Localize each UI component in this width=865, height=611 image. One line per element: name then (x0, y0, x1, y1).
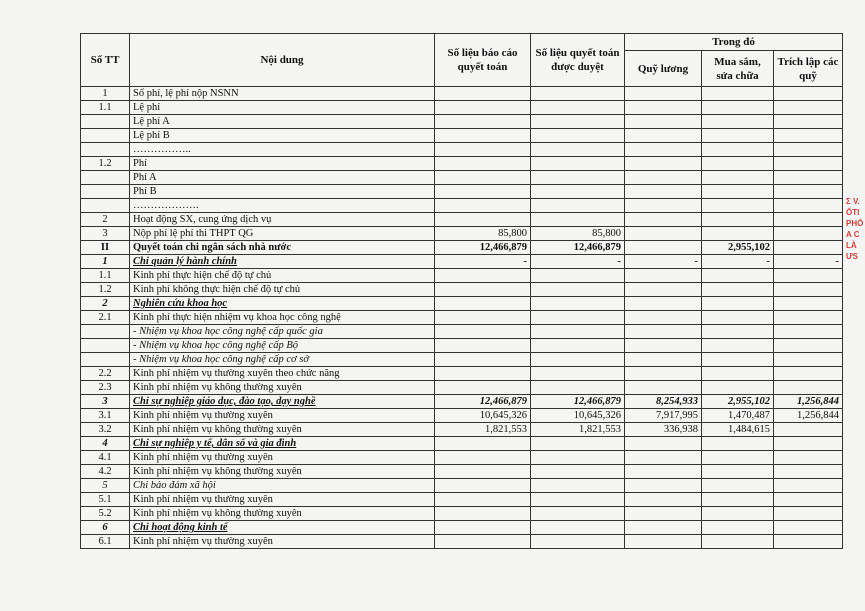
quy-luong-cell (625, 269, 702, 283)
mua-sam-cell (702, 143, 774, 157)
duoc-duyet-cell (531, 325, 625, 339)
table-row (81, 143, 843, 157)
duoc-duyet-cell (531, 283, 625, 297)
table-row (81, 521, 843, 535)
quy-luong-cell (625, 213, 702, 227)
red-stamp (846, 196, 865, 326)
trich-lap-cell (774, 521, 843, 535)
table-row (81, 199, 843, 213)
budget-settlement-table (80, 33, 843, 549)
quy-luong-cell (625, 507, 702, 521)
header-trich-lap: Trích lập các quỹ (774, 51, 843, 87)
trich-lap-cell (774, 199, 843, 213)
mua-sam-cell (702, 129, 774, 143)
row-content-cell: Kinh phí nhiệm vụ không thường xuyên (130, 381, 435, 395)
mua-sam-cell: 1,484,615 (702, 423, 774, 437)
trich-lap-cell (774, 115, 843, 129)
row-stt-cell (81, 115, 130, 129)
table-row (81, 395, 843, 409)
row-stt-cell: 1.1 (81, 101, 130, 115)
bao-cao-cell (435, 367, 531, 381)
quy-luong-cell (625, 353, 702, 367)
table-row (81, 213, 843, 227)
trich-lap-cell: 1,256,844 (774, 409, 843, 423)
quy-luong-cell (625, 339, 702, 353)
table-row (81, 157, 843, 171)
row-stt-cell: 1 (81, 255, 130, 269)
row-stt-cell: 1.2 (81, 157, 130, 171)
mua-sam-cell (702, 157, 774, 171)
table-row (81, 437, 843, 451)
mua-sam-cell (702, 269, 774, 283)
quy-luong-cell (625, 227, 702, 241)
quy-luong-cell (625, 437, 702, 451)
bao-cao-cell (435, 101, 531, 115)
table-row (81, 101, 843, 115)
trich-lap-cell (774, 241, 843, 255)
quy-luong-cell (625, 381, 702, 395)
bao-cao-cell: 85,800 (435, 227, 531, 241)
duoc-duyet-cell (531, 535, 625, 549)
trich-lap-cell (774, 185, 843, 199)
table-row (81, 297, 843, 311)
trich-lap-cell (774, 479, 843, 493)
duoc-duyet-cell (531, 437, 625, 451)
bao-cao-cell: - (435, 255, 531, 269)
row-content-cell: Kinh phí nhiệm vụ thường xuyên (130, 493, 435, 507)
table-row (81, 283, 843, 297)
table-row (81, 423, 843, 437)
mua-sam-cell: 2,955,102 (702, 241, 774, 255)
row-stt-cell: 3.1 (81, 409, 130, 423)
row-content-cell: Hoạt động SX, cung ứng dịch vụ (130, 213, 435, 227)
table-row (81, 255, 843, 269)
bao-cao-cell (435, 213, 531, 227)
table-row (81, 87, 843, 101)
row-stt-cell: 2 (81, 213, 130, 227)
quy-luong-cell (625, 535, 702, 549)
row-stt-cell (81, 143, 130, 157)
duoc-duyet-cell (531, 185, 625, 199)
row-stt-cell: 2 (81, 297, 130, 311)
trich-lap-cell (774, 143, 843, 157)
row-stt-cell: II (81, 241, 130, 255)
row-content-cell: Kinh phí nhiệm vụ thường xuyên (130, 451, 435, 465)
duoc-duyet-cell: 10,645,326 (531, 409, 625, 423)
bao-cao-cell (435, 437, 531, 451)
trich-lap-cell (774, 129, 843, 143)
table-row (81, 465, 843, 479)
row-content-cell: Chi quản lý hành chính (130, 255, 435, 269)
row-stt-cell (81, 129, 130, 143)
trich-lap-cell (774, 437, 843, 451)
quy-luong-cell (625, 241, 702, 255)
table-row (81, 451, 843, 465)
duoc-duyet-cell (531, 129, 625, 143)
bao-cao-cell: 10,645,326 (435, 409, 531, 423)
row-stt-cell (81, 339, 130, 353)
row-content-cell: Kinh phí nhiệm vụ thường xuyên (130, 409, 435, 423)
trich-lap-cell (774, 101, 843, 115)
row-stt-cell (81, 185, 130, 199)
quy-luong-cell (625, 115, 702, 129)
mua-sam-cell (702, 339, 774, 353)
quy-luong-cell (625, 87, 702, 101)
row-stt-cell: 1 (81, 87, 130, 101)
row-content-cell: Lệ phí (130, 101, 435, 115)
row-stt-cell: 4 (81, 437, 130, 451)
trich-lap-cell (774, 87, 843, 101)
quy-luong-cell (625, 129, 702, 143)
duoc-duyet-cell (531, 101, 625, 115)
mua-sam-cell (702, 213, 774, 227)
bao-cao-cell (435, 171, 531, 185)
mua-sam-cell (702, 171, 774, 185)
bao-cao-cell (435, 157, 531, 171)
mua-sam-cell (702, 479, 774, 493)
duoc-duyet-cell (531, 367, 625, 381)
stamp-line: LÀ (846, 241, 857, 250)
trich-lap-cell (774, 423, 843, 437)
table-row (81, 409, 843, 423)
row-stt-cell (81, 325, 130, 339)
row-stt-cell: 5.1 (81, 493, 130, 507)
row-stt-cell: 1.1 (81, 269, 130, 283)
mua-sam-cell (702, 325, 774, 339)
table-row (81, 129, 843, 143)
stamp-line: Σ V. (846, 197, 860, 206)
duoc-duyet-cell (531, 115, 625, 129)
quy-luong-cell (625, 493, 702, 507)
mua-sam-cell (702, 87, 774, 101)
row-content-cell: Phí B (130, 185, 435, 199)
duoc-duyet-cell (531, 143, 625, 157)
mua-sam-cell: 1,470,487 (702, 409, 774, 423)
row-content-cell: - Nhiệm vụ khoa học công nghệ cấp cơ sở (130, 353, 435, 367)
row-content-cell: Chi sự nghiệp y tế, dân số và gia đình (130, 437, 435, 451)
duoc-duyet-cell (531, 479, 625, 493)
table-row (81, 479, 843, 493)
trich-lap-cell (774, 283, 843, 297)
quy-luong-cell (625, 283, 702, 297)
quy-luong-cell: 8,254,933 (625, 395, 702, 409)
bao-cao-cell (435, 451, 531, 465)
header-noi-dung: Nội dung (130, 34, 435, 87)
stamp-line: ƯS (846, 252, 858, 261)
table-row (81, 381, 843, 395)
table-row (81, 241, 843, 255)
trich-lap-cell (774, 171, 843, 185)
row-stt-cell: 6 (81, 521, 130, 535)
row-stt-cell: 4.1 (81, 451, 130, 465)
table-row (81, 227, 843, 241)
row-stt-cell: 6.1 (81, 535, 130, 549)
stamp-line: ỐTI (846, 208, 860, 217)
row-content-cell: Kinh phí nhiệm vụ thường xuyên theo chức năng (130, 367, 435, 381)
trich-lap-cell: 1,256,844 (774, 395, 843, 409)
quy-luong-cell (625, 521, 702, 535)
duoc-duyet-cell (531, 465, 625, 479)
duoc-duyet-cell (531, 213, 625, 227)
mua-sam-cell (702, 185, 774, 199)
quy-luong-cell (625, 367, 702, 381)
quy-luong-cell (625, 157, 702, 171)
quy-luong-cell (625, 171, 702, 185)
quy-luong-cell: - (625, 255, 702, 269)
trich-lap-cell (774, 451, 843, 465)
trich-lap-cell (774, 381, 843, 395)
row-stt-cell: 3 (81, 227, 130, 241)
bao-cao-cell (435, 381, 531, 395)
row-stt-cell: 1.2 (81, 283, 130, 297)
duoc-duyet-cell: 85,800 (531, 227, 625, 241)
bao-cao-cell (435, 185, 531, 199)
quy-luong-cell (625, 143, 702, 157)
stamp-line: PHỐ (846, 219, 864, 228)
bao-cao-cell (435, 311, 531, 325)
bao-cao-cell (435, 129, 531, 143)
bao-cao-cell (435, 479, 531, 493)
duoc-duyet-cell (531, 507, 625, 521)
trich-lap-cell (774, 465, 843, 479)
bao-cao-cell: 1,821,553 (435, 423, 531, 437)
row-content-cell: ………………. (130, 199, 435, 213)
duoc-duyet-cell (531, 339, 625, 353)
row-content-cell: Quyết toán chi ngân sách nhà nước (130, 241, 435, 255)
bao-cao-cell (435, 325, 531, 339)
mua-sam-cell (702, 493, 774, 507)
row-content-cell: Nghiên cứu khoa học (130, 297, 435, 311)
quy-luong-cell (625, 101, 702, 115)
bao-cao-cell: 12,466,879 (435, 395, 531, 409)
quy-luong-cell (625, 199, 702, 213)
bao-cao-cell (435, 283, 531, 297)
row-stt-cell: 2.2 (81, 367, 130, 381)
row-content-cell: Kinh phí nhiệm vụ thường xuyên (130, 535, 435, 549)
duoc-duyet-cell (531, 521, 625, 535)
row-content-cell: Kinh phí nhiệm vụ không thường xuyên (130, 507, 435, 521)
header-stt: Số TT (81, 34, 130, 87)
header-quy-luong: Quỹ lương (625, 51, 702, 87)
trich-lap-cell (774, 507, 843, 521)
bao-cao-cell (435, 199, 531, 213)
duoc-duyet-cell (531, 87, 625, 101)
row-content-cell: - Nhiệm vụ khoa học công nghệ cấp Bộ (130, 339, 435, 353)
trich-lap-cell (774, 227, 843, 241)
duoc-duyet-cell (531, 171, 625, 185)
trich-lap-cell (774, 535, 843, 549)
table-row (81, 367, 843, 381)
duoc-duyet-cell (531, 199, 625, 213)
trich-lap-cell (774, 311, 843, 325)
mua-sam-cell: 2,955,102 (702, 395, 774, 409)
quy-luong-cell (625, 311, 702, 325)
bao-cao-cell (435, 115, 531, 129)
header-duoc-duyet: Số liệu quyết toán được duyệt (531, 34, 625, 87)
row-content-cell: Chi sự nghiệp giáo dục, đào tạo, dạy nghề (130, 395, 435, 409)
mua-sam-cell (702, 297, 774, 311)
bao-cao-cell (435, 339, 531, 353)
mua-sam-cell (702, 283, 774, 297)
header-bao-cao: Số liệu báo cáo quyết toán (435, 34, 531, 87)
trich-lap-cell (774, 493, 843, 507)
table-body (81, 87, 843, 549)
mua-sam-cell: - (702, 255, 774, 269)
trich-lap-cell (774, 367, 843, 381)
duoc-duyet-cell (531, 297, 625, 311)
mua-sam-cell (702, 521, 774, 535)
quy-luong-cell (625, 451, 702, 465)
trich-lap-cell (774, 213, 843, 227)
mua-sam-cell (702, 199, 774, 213)
row-content-cell: Kinh phí nhiệm vụ không thường xuyên (130, 423, 435, 437)
duoc-duyet-cell (531, 493, 625, 507)
row-content-cell: Kinh phí thực hiện nhiệm vụ khoa học công nghệ (130, 311, 435, 325)
mua-sam-cell (702, 437, 774, 451)
row-stt-cell (81, 353, 130, 367)
row-stt-cell: 4.2 (81, 465, 130, 479)
row-content-cell: …………….. (130, 143, 435, 157)
trich-lap-cell (774, 353, 843, 367)
table-row (81, 493, 843, 507)
row-stt-cell (81, 171, 130, 185)
row-stt-cell: 5 (81, 479, 130, 493)
mua-sam-cell (702, 227, 774, 241)
bao-cao-cell (435, 507, 531, 521)
row-content-cell: Phí (130, 157, 435, 171)
duoc-duyet-cell (531, 353, 625, 367)
header-mua-sam: Mua sắm, sửa chữa (702, 51, 774, 87)
duoc-duyet-cell (531, 381, 625, 395)
bao-cao-cell (435, 269, 531, 283)
table-row (81, 353, 843, 367)
duoc-duyet-cell: 12,466,879 (531, 241, 625, 255)
bao-cao-cell (435, 535, 531, 549)
duoc-duyet-cell (531, 157, 625, 171)
trich-lap-cell (774, 269, 843, 283)
row-stt-cell: 3.2 (81, 423, 130, 437)
table-row (81, 325, 843, 339)
trich-lap-cell (774, 339, 843, 353)
table-row (81, 171, 843, 185)
mua-sam-cell (702, 507, 774, 521)
duoc-duyet-cell: 12,466,879 (531, 395, 625, 409)
row-content-cell: Lệ phí A (130, 115, 435, 129)
mua-sam-cell (702, 353, 774, 367)
mua-sam-cell (702, 381, 774, 395)
quy-luong-cell (625, 325, 702, 339)
quy-luong-cell (625, 465, 702, 479)
mua-sam-cell (702, 535, 774, 549)
bao-cao-cell (435, 493, 531, 507)
bao-cao-cell (435, 297, 531, 311)
bao-cao-cell: 12,466,879 (435, 241, 531, 255)
bao-cao-cell (435, 87, 531, 101)
row-stt-cell: 5.2 (81, 507, 130, 521)
duoc-duyet-cell (531, 451, 625, 465)
duoc-duyet-cell (531, 311, 625, 325)
table-header (81, 34, 843, 87)
header-trong-do: Trong đó (625, 34, 843, 51)
table-row (81, 311, 843, 325)
mua-sam-cell (702, 451, 774, 465)
mua-sam-cell (702, 465, 774, 479)
quy-luong-cell (625, 479, 702, 493)
bao-cao-cell (435, 521, 531, 535)
duoc-duyet-cell: - (531, 255, 625, 269)
row-content-cell: Nộp phí lệ phí thi THPT QG (130, 227, 435, 241)
table-row (81, 507, 843, 521)
quy-luong-cell: 7,917,995 (625, 409, 702, 423)
table-row (81, 185, 843, 199)
row-content-cell: - Nhiệm vụ khoa học công nghệ cấp quốc gia (130, 325, 435, 339)
row-content-cell: Kinh phí nhiệm vụ không thường xuyên (130, 465, 435, 479)
row-content-cell: Số phí, lệ phí nộp NSNN (130, 87, 435, 101)
bao-cao-cell (435, 143, 531, 157)
bao-cao-cell (435, 465, 531, 479)
table-row (81, 339, 843, 353)
table-row (81, 115, 843, 129)
quy-luong-cell: 336,938 (625, 423, 702, 437)
trich-lap-cell (774, 157, 843, 171)
quy-luong-cell (625, 185, 702, 199)
row-content-cell: Phí A (130, 171, 435, 185)
bao-cao-cell (435, 353, 531, 367)
mua-sam-cell (702, 101, 774, 115)
table-row (81, 535, 843, 549)
row-content-cell: Lệ phí B (130, 129, 435, 143)
row-stt-cell: 2.1 (81, 311, 130, 325)
table-row (81, 269, 843, 283)
row-stt-cell: 3 (81, 395, 130, 409)
trich-lap-cell: - (774, 255, 843, 269)
quy-luong-cell (625, 297, 702, 311)
row-stt-cell: 2.3 (81, 381, 130, 395)
row-content-cell: Chi hoạt động kinh tế (130, 521, 435, 535)
row-content-cell: Kinh phí không thực hiện chế độ tự chủ (130, 283, 435, 297)
row-stt-cell (81, 199, 130, 213)
mua-sam-cell (702, 311, 774, 325)
row-content-cell: Kinh phí thực hiện chế độ tự chủ (130, 269, 435, 283)
duoc-duyet-cell (531, 269, 625, 283)
trich-lap-cell (774, 325, 843, 339)
trich-lap-cell (774, 297, 843, 311)
duoc-duyet-cell: 1,821,553 (531, 423, 625, 437)
mua-sam-cell (702, 115, 774, 129)
mua-sam-cell (702, 367, 774, 381)
row-content-cell: Chi bảo đảm xã hội (130, 479, 435, 493)
stamp-line: A C (846, 230, 860, 239)
